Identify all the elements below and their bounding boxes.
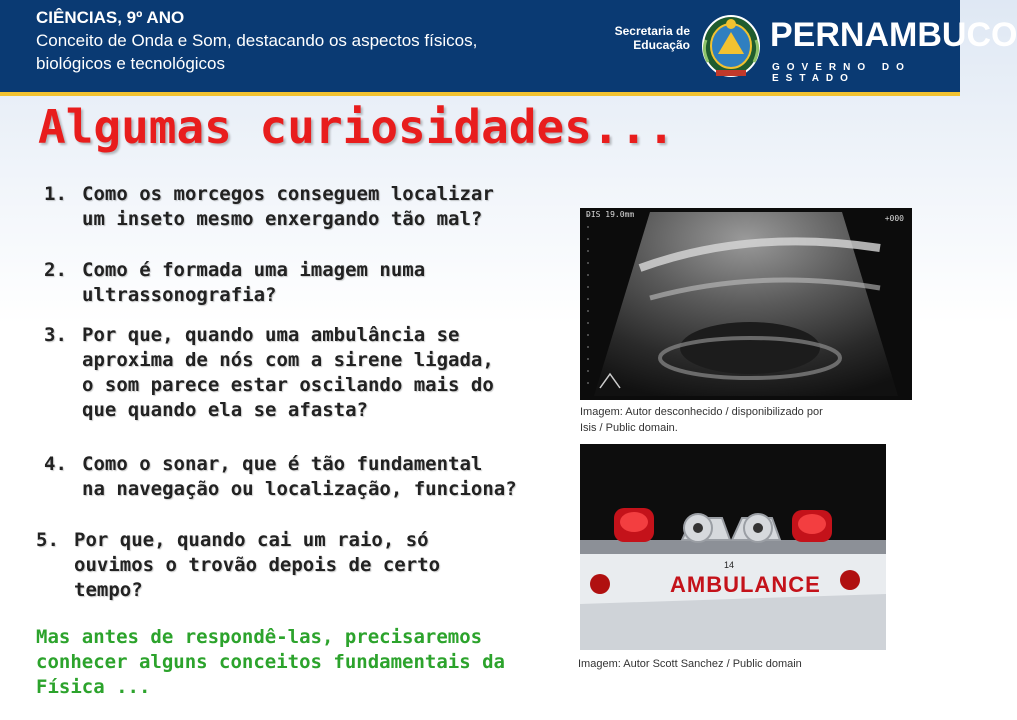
caption-line: Imagem: Autor desconhecido / disponibilizado por xyxy=(580,406,823,418)
secretaria-label xyxy=(610,24,690,52)
question-line: ultrassonografia? xyxy=(82,284,277,306)
question-line: o som parece estar oscilando mais do xyxy=(82,374,494,396)
question-line: Por que, quando cai um raio, só xyxy=(74,529,429,551)
question-number: 3. xyxy=(44,324,67,346)
ambulance-image xyxy=(580,444,886,650)
question-number: 4. xyxy=(44,453,67,475)
outro-text xyxy=(36,625,556,700)
question-number: 1. xyxy=(44,183,67,205)
outro-line: conhecer alguns conceitos fundamentais da xyxy=(36,651,505,673)
header-bar xyxy=(0,0,1017,92)
course-topic-line2: biológicos e tecnológicos xyxy=(36,54,226,73)
question-line: ouvimos o trovão depois de certo xyxy=(74,554,441,576)
caption-line: Isis / Public domain. xyxy=(580,422,678,434)
question-number: 5. xyxy=(36,529,59,551)
question-3 xyxy=(44,323,544,427)
state-name: PERNAMBUCO xyxy=(770,16,1017,54)
question-line: Como é formada uma imagem numa xyxy=(82,259,426,281)
question-line: um inseto mesmo enxergando tão mal? xyxy=(82,208,483,230)
question-line: Como os morcegos conseguem localizar xyxy=(82,183,494,205)
question-5 xyxy=(36,528,536,606)
outro-line: Mas antes de respondê-las, precisaremos xyxy=(36,626,483,648)
ultrasound-caption xyxy=(580,404,910,436)
course-info xyxy=(36,6,477,75)
question-2 xyxy=(44,258,544,310)
question-line: Por que, quando uma ambulância se xyxy=(82,324,460,346)
question-line: Como o sonar, que é tão fundamental xyxy=(82,453,483,475)
ultrasound-scan-graphic xyxy=(580,208,912,400)
ambulance-sign: AMBULANCE xyxy=(670,572,821,597)
header-accent-line xyxy=(0,92,960,96)
course-subject: CIÊNCIAS, 9º ANO xyxy=(36,8,185,27)
government-logo xyxy=(610,10,1017,84)
question-line: na navegação ou localização, funciona? xyxy=(82,478,517,500)
state-seal-icon xyxy=(698,10,764,80)
state-subtitle: GOVERNO DO ESTADO xyxy=(772,62,911,84)
secretaria-line2: Educação xyxy=(633,38,690,52)
ultrasound-overlay-right: +000 xyxy=(884,214,904,223)
course-topic-line1: Conceito de Onda e Som, destacando os aspectos físicos, xyxy=(36,31,478,50)
secretaria-line1: Secretaria de xyxy=(614,24,690,38)
question-number: 2. xyxy=(44,259,67,281)
ultrasound-overlay-left: DIS 19.0mm xyxy=(586,210,635,219)
ultrasound-image xyxy=(580,208,912,400)
outro-line: Física ... xyxy=(36,676,151,698)
ambulance-unit-number: 14 xyxy=(724,560,735,570)
question-1 xyxy=(44,182,544,234)
slide-title: Algumas curiosidades... xyxy=(38,100,675,154)
question-line: que quando ela se afasta? xyxy=(82,399,368,421)
ambulance-photo-graphic xyxy=(580,444,886,650)
ambulance-caption: Imagem: Autor Scott Sanchez / Public domain xyxy=(578,658,802,670)
question-line: tempo? xyxy=(74,579,143,601)
question-line: aproxima de nós com a sirene ligada, xyxy=(82,349,494,371)
question-4 xyxy=(44,452,544,504)
